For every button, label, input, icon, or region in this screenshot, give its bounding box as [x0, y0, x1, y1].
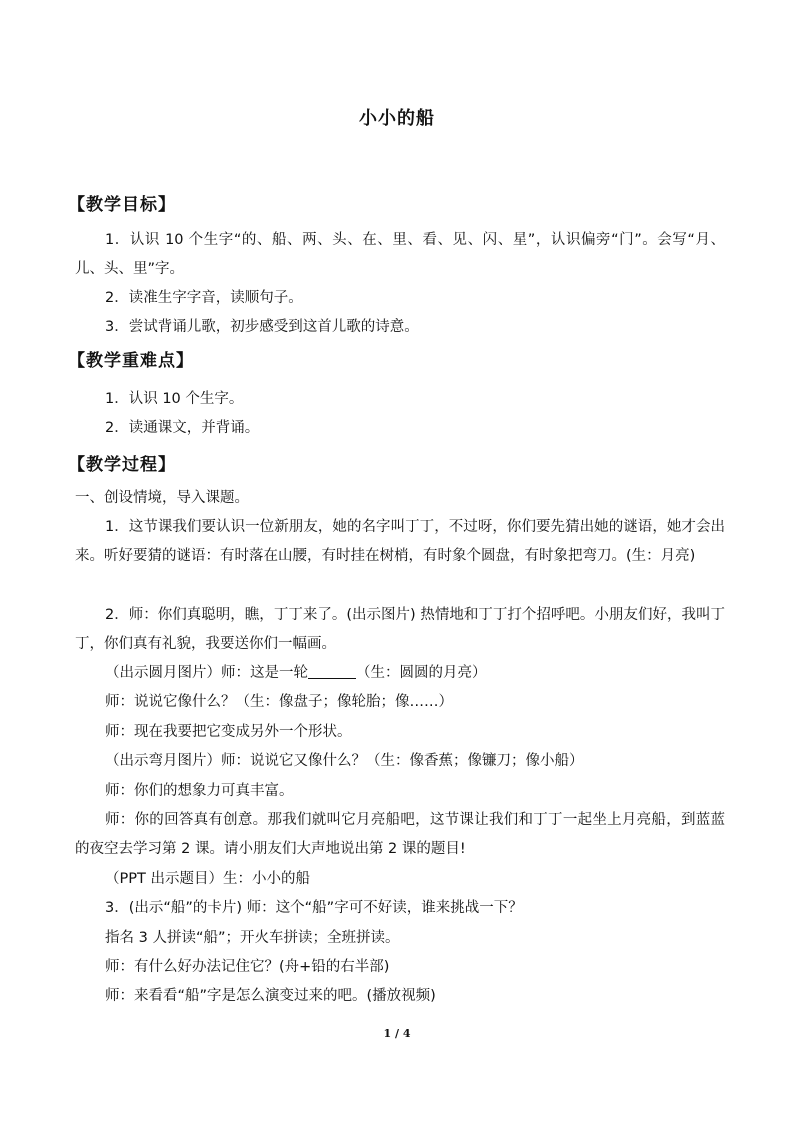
process-paragraph-5: 师：现在我要把它变成另外一个形状。	[105, 724, 352, 740]
process-paragraph-2: 2．师：你们真聪明，瞧，丁丁来了。(出示图片) 热情地和丁丁打个招呼吧。小朋友们好，我叫丁丁，你们真有礼貌，我要送你们一幅画。	[75, 607, 725, 652]
process-paragraph-6: （出示弯月图片）师：说说它又像什么？（生：像香蕉；像镰刀；像小船）	[105, 753, 584, 769]
section-heading-process: 【教学过程】	[68, 455, 176, 475]
paragraph-text: （生：圆圆的月亮）	[356, 665, 487, 681]
page-title: 小小的船	[359, 108, 435, 129]
process-paragraph-13: 师：来看看“船”字是怎么演变过来的吧。(播放视频)	[105, 988, 436, 1004]
process-paragraph-1: 1．这节课我们要认识一位新朋友，她的名字叫丁丁，不过呀，你们要先猜出她的谜语，她才会出来。听好要猜的谜语：有时落在山腰，有时挂在树梢，有时象个圆盘，有时象把弯刀。(生：月亮)	[75, 519, 725, 564]
process-paragraph-10: 3．(出示“船”的卡片) 师：这个“船”字可不好读，谁来挑战一下？	[105, 900, 523, 916]
fill-in-blank	[308, 664, 356, 679]
paragraph-text: （出示圆月图片）师：这是一轮	[105, 665, 308, 681]
process-paragraph-4: 师：说说它像什么？（生：像盘子；像轮胎；像……）	[105, 694, 453, 710]
process-paragraph-11: 指名 3 人拼读“船”；开火车拼读；全班拼读。	[105, 930, 400, 946]
process-paragraph-3	[105, 659, 725, 688]
process-paragraph-12: 师：有什么好办法记住它？(舟+铅的右半部)	[105, 959, 390, 975]
process-paragraph-9: （PPT 出示题目）生：小小的船	[105, 871, 310, 887]
goal-item-3: 3．尝试背诵儿歌，初步感受到这首儿歌的诗意。	[105, 319, 419, 335]
difficulty-item-1: 1．认识 10 个生字。	[105, 391, 244, 407]
section-heading-goals: 【教学目标】	[68, 195, 176, 215]
process-paragraph-8: 师：你的回答真有创意。那我们就叫它月亮船吧，这节课让我们和丁丁一起坐上月亮船，到蓝蓝的夜空去学习第 2 课。请小朋友们大声地说出第 2 课的题目!	[75, 812, 725, 857]
process-paragraph-7: 师：你们的想象力可真丰富。	[105, 783, 294, 799]
process-part-1-heading: 一、创设情境，导入课题。	[75, 490, 249, 506]
difficulty-item-2: 2．读通课文，并背诵。	[105, 420, 260, 436]
page-number: 1 / 4	[383, 1027, 411, 1040]
goal-item-1: 1．认识 10 个生字“的、船、两、头、在、里、看、见、闪、星”，认识偏旁“门”。会写“月、儿、头、里”字。	[75, 232, 725, 277]
section-heading-difficulties: 【教学重难点】	[68, 351, 194, 371]
goal-item-2: 2．读准生字字音，读顺句子。	[105, 290, 303, 306]
